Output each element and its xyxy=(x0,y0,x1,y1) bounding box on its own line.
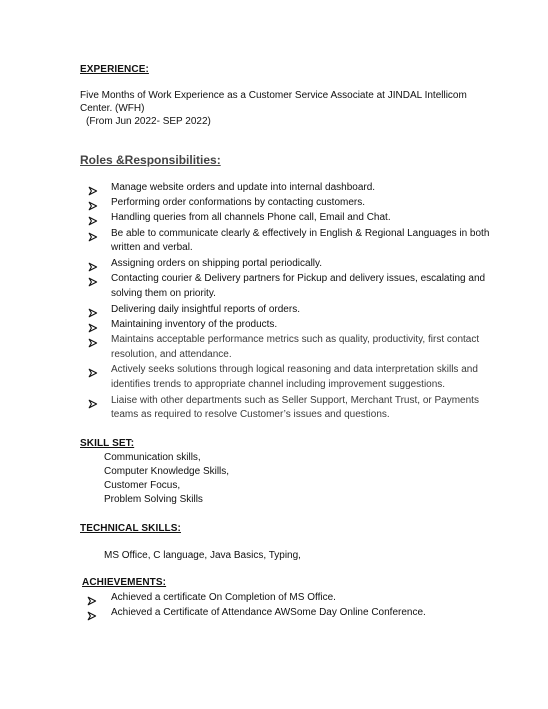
role-text-continued: identifies trends to appropriate channel including improvement suggestions. xyxy=(111,378,446,390)
experience-heading: EXPERIENCE: xyxy=(80,64,149,75)
skill-item: Problem Solving Skills xyxy=(104,494,203,505)
arrow-bullet-icon xyxy=(87,608,97,626)
role-text: Actively seeks solutions through logical reasoning and data interpretation skills and xyxy=(111,364,478,376)
roles-heading: Roles &Responsibilities: xyxy=(80,153,221,167)
role-text: Delivering daily insightful reports of orders. xyxy=(111,303,300,315)
achievement-text: Achieved a Certificate of Attendance AWSome Day Online Conference. xyxy=(111,607,426,618)
role-text: Maintains acceptable performance metrics such as quality, productivity, first contact xyxy=(111,334,480,345)
achievements-heading: ACHIEVEMENTS: xyxy=(82,577,167,588)
role-text-continued: written and verbal. xyxy=(111,242,193,254)
role-text: Contacting courier & Delivery partners for Pickup and delivery issues, escalating and xyxy=(111,273,486,285)
skill-item: Communication skills, xyxy=(104,452,201,463)
role-text-continued: resolution, and attendance. xyxy=(111,348,232,360)
role-text: Manage website orders and update into internal dashboard. xyxy=(111,182,376,193)
experience-line-2: Center. (WFH) xyxy=(80,103,145,114)
arrow-bullet-icon xyxy=(88,229,98,247)
arrow-bullet-icon xyxy=(88,274,98,292)
role-text: Assigning orders on shipping portal periodically. xyxy=(111,258,323,269)
skill-set-heading: SKILL SET: xyxy=(80,438,135,449)
role-text: Be able to communicate clearly & effectively in English & Regional Languages in both xyxy=(111,227,490,239)
arrow-bullet-icon xyxy=(88,335,98,353)
arrow-bullet-icon xyxy=(88,396,98,414)
technical-skills-text: MS Office, C language, Java Basics, Typing, xyxy=(104,550,301,561)
role-text-continued: teams as required to resolve Customer’s issues and questions. xyxy=(111,409,390,421)
role-text: Handling queries from all channels Phone call, Email and Chat. xyxy=(111,212,391,224)
role-text: Maintaining inventory of the products. xyxy=(111,318,278,330)
skill-item: Computer Knowledge Skills, xyxy=(104,466,230,477)
role-text: Performing order conformations by contacting customers. xyxy=(111,197,365,209)
role-text-continued: solving them on priority. xyxy=(111,287,216,299)
experience-line-1: Five Months of Work Experience as a Customer Service Associate at JINDAL Intellicom xyxy=(80,90,467,101)
skill-item: Customer Focus, xyxy=(104,480,181,491)
technical-skills-heading: TECHNICAL SKILLS: xyxy=(80,523,181,534)
arrow-bullet-icon xyxy=(88,365,98,383)
experience-line-3: (From Jun 2022- SEP 2022) xyxy=(86,116,211,127)
achievement-text: Achieved a certificate On Completion of MS Office. xyxy=(111,592,336,603)
role-text: Liaise with other departments such as Seller Support, Merchant Trust, or Payments xyxy=(111,394,479,406)
